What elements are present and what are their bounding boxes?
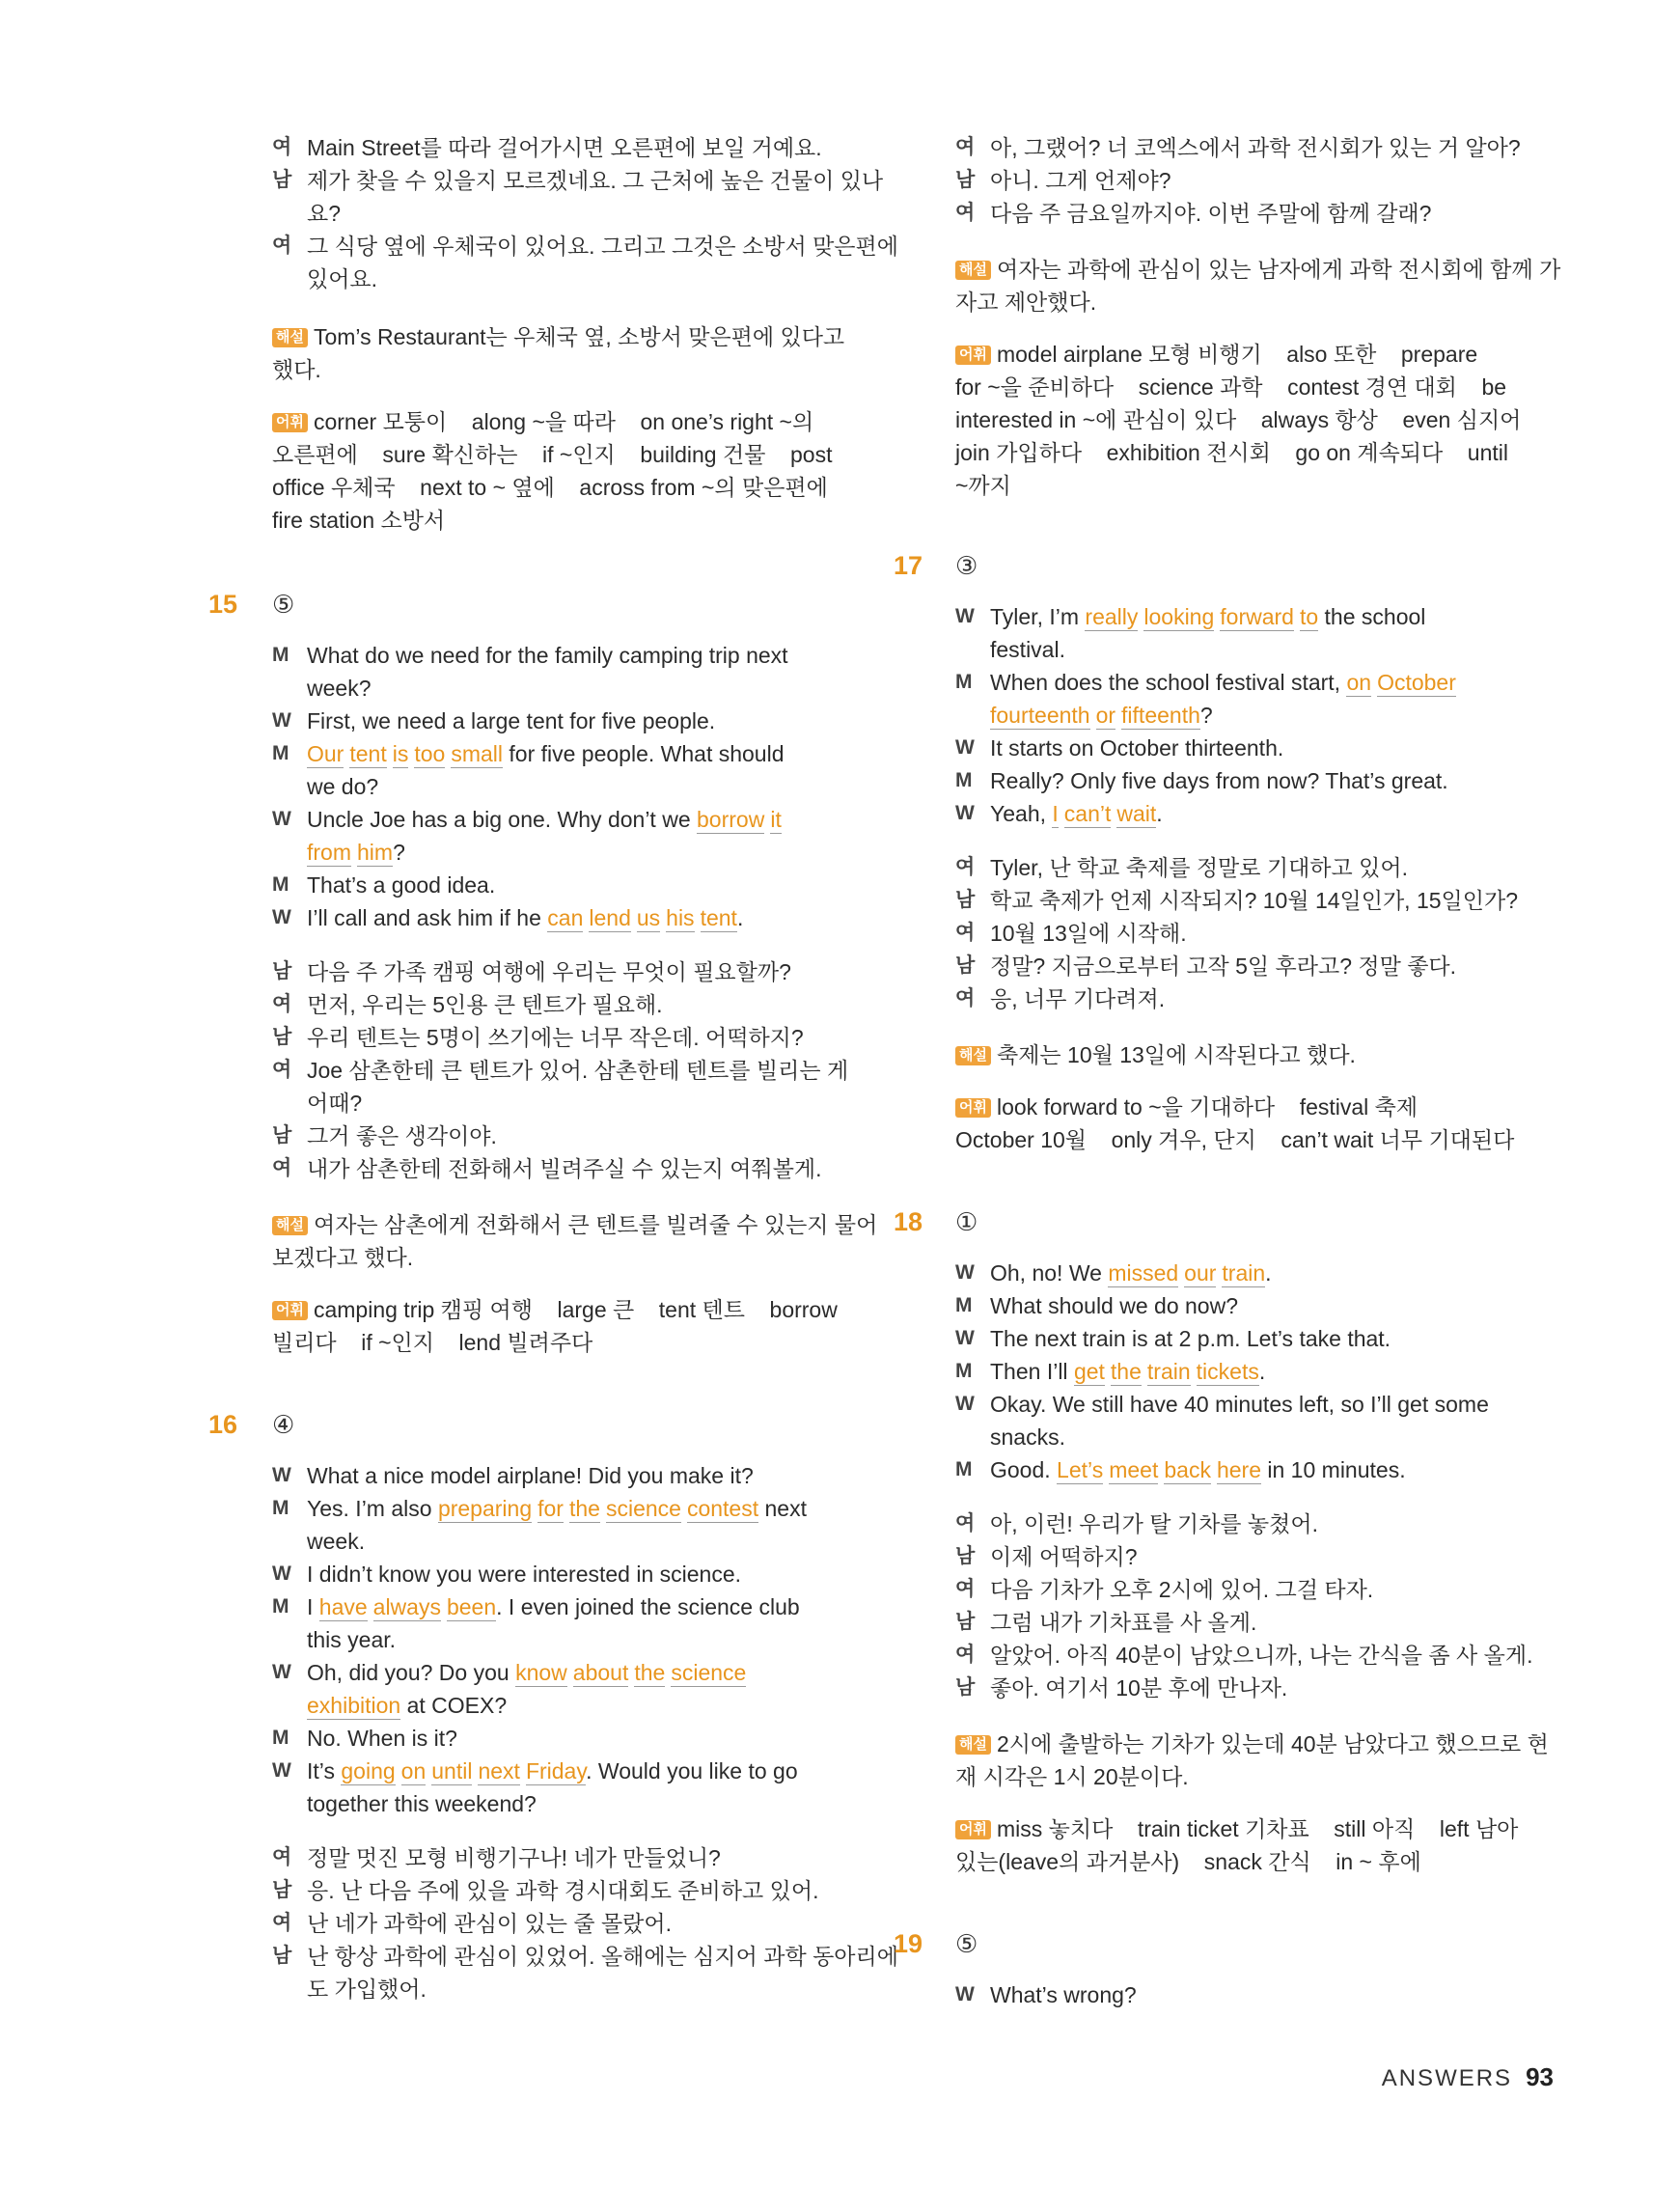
answer-choice: ③ [955, 551, 978, 580]
dialog-line: 여 먼저, 우리는 5인용 큰 텐트가 필요해. [272, 992, 663, 1017]
dialog-line: 도 가입했어. [307, 1977, 427, 2002]
page-number: 93 [1526, 2062, 1554, 2091]
dialog-line: together this weekend? [307, 1791, 537, 1816]
blank-answer: tickets [1196, 1359, 1259, 1384]
dialog-line: M What do we need for the family camping trip next [272, 643, 788, 668]
blank-answer: his [666, 905, 695, 930]
question-number: 19 [894, 1929, 923, 1958]
dialog-line: from him? [307, 840, 405, 865]
vocab-line: 어휘 corner 모퉁이 along ~을 따라 on one’s right ~의 [272, 405, 851, 438]
blank-answer: from [307, 840, 351, 865]
dialog-line: 남 정말? 지금으로부터 고작 5일 후라고? 정말 좋다. [955, 954, 1457, 979]
blank-answer: the [634, 1660, 666, 1685]
vocab-line: 빌리다 if ~인지 lend 빌려주다 [272, 1330, 593, 1355]
blank-answer: for [537, 1496, 564, 1521]
blank-answer: going [341, 1758, 396, 1783]
dialog-line: 남 난 항상 과학에 관심이 있었어. 올해에는 심지어 과학 동아리에 [272, 1944, 898, 1969]
dialog-line: 여 그 식당 옆에 우체국이 있어요. 그리고 그것은 소방서 맞은편에 [272, 234, 898, 259]
dialog-line: W The next train is at 2 p.m. Let’s take that. [955, 1326, 1391, 1351]
explanation-line: 해설 여자는 삼촌에게 전화해서 큰 텐트를 빌려줄 수 있는지 물어 [272, 1208, 851, 1241]
dialog-line: W It starts on October thirteenth. [955, 735, 1284, 760]
dialog-line: snacks. [990, 1424, 1065, 1450]
dialog-line: W Uncle Joe has a big one. Why don’t we borrow it [272, 807, 782, 832]
dialog-line: 여 응, 너무 기다려져. [955, 986, 1166, 1011]
dialog-line: 어때? [307, 1091, 363, 1116]
blank-answer: know [515, 1660, 567, 1685]
dialog-line: 여 Main Street를 따라 걸어가시면 오른편에 보일 거예요. [272, 135, 822, 160]
blank-answer: I [1052, 801, 1059, 826]
commentary-label: 해설 [955, 261, 991, 280]
dialog-line: 여 아, 이런! 우리가 탈 기차를 놓쳤어. [955, 1511, 1318, 1536]
blank-answer: small [451, 741, 503, 766]
blank-answer: really [1085, 604, 1139, 629]
blank-answer: get [1073, 1359, 1105, 1384]
answer-choice: ⑤ [955, 1929, 978, 1958]
dialog-line: 남 응. 난 다음 주에 있을 과학 경시대회도 준비하고 있어. [272, 1878, 819, 1903]
dialog-line: M Our tent is too small for five people. What should [272, 741, 785, 766]
vocab-line: 오른편에 sure 확신하는 if ~인지 building 건물 post [272, 442, 833, 467]
blank-answer: looking [1143, 604, 1215, 629]
question-number: 15 [208, 590, 238, 619]
dialog-line: festival. [990, 637, 1065, 662]
dialog-line: W It’s going on until next Friday. Would you like to go [272, 1758, 798, 1783]
section-label: ANSWERS [1381, 2065, 1513, 2091]
dialog-line: W I’ll call and ask him if he can lend us his tent. [272, 905, 744, 930]
dialog-line: W Oh, did you? Do you know about the science [272, 1660, 747, 1685]
dialog-line: 남 그거 좋은 생각이야. [272, 1123, 497, 1148]
blank-answer: preparing [437, 1496, 533, 1521]
explanation-line: 했다. [272, 357, 321, 382]
dialog-line: M I have always been. I even joined the science club [272, 1594, 800, 1619]
dialog-line: M Then I’ll get the train tickets. [955, 1359, 1266, 1384]
dialog-line: M That’s a good idea. [272, 872, 496, 898]
answer-choice: ① [955, 1207, 978, 1236]
blank-answer: wait [1116, 801, 1157, 826]
blank-answer: back [1164, 1457, 1211, 1482]
dialog-line: 여 난 네가 과학에 관심이 있는 줄 몰랐어. [272, 1911, 673, 1936]
explanation-line: 보겠다고 했다. [272, 1245, 414, 1270]
blank-answer: Friday [525, 1758, 587, 1783]
blank-answer: Let’s [1057, 1457, 1104, 1482]
dialog-line: 남 그럼 내가 기차표를 사 올게. [955, 1610, 1257, 1635]
blank-answer: here [1216, 1457, 1261, 1482]
vocab-line: office 우체국 next to ~ 옆에 across from ~의 맞은편에 [272, 475, 828, 500]
commentary-label: 해설 [955, 1735, 991, 1755]
vocab-label: 어휘 [272, 413, 308, 432]
dialog-line: W I didn’t know you were interested in science. [272, 1562, 742, 1587]
blank-answer: can’t [1063, 801, 1112, 826]
dialog-line: this year. [307, 1627, 397, 1652]
dialog-line: M Yes. I’m also preparing for the science contest next [272, 1496, 807, 1521]
blank-answer: next [478, 1758, 520, 1783]
blank-answer: exhibition [307, 1693, 401, 1718]
answer-choice: ④ [272, 1410, 295, 1439]
dialog-line: week? [307, 676, 372, 701]
vocab-line: for ~을 준비하다 science 과학 contest 경연 대회 be [955, 374, 1507, 400]
blank-answer: the [1110, 1359, 1142, 1384]
blank-answer: tent [700, 905, 737, 930]
blank-answer: forward [1220, 604, 1294, 629]
page-footer [1341, 2060, 1554, 2094]
dialog-line: W Yeah, I can’t wait. [955, 801, 1163, 826]
commentary-label: 해설 [955, 1046, 991, 1065]
blank-answer: have [318, 1594, 368, 1619]
dialog-line: 남 다음 주 가족 캠핑 여행에 우리는 무엇이 필요할까? [272, 959, 791, 984]
vocab-line: October 10월 only 겨우, 단지 can’t wait 너무 기대된다 [955, 1127, 1515, 1152]
question-number: 18 [894, 1207, 923, 1236]
question-number: 16 [208, 1410, 238, 1439]
vocab-line: interested in ~에 관심이 있다 always 항상 even 심지어 [955, 407, 1522, 432]
explanation-line: 해설 Tom’s Restaurant는 우체국 옆, 소방서 맞은편에 있다고 [272, 320, 851, 353]
dialog-line: W Oh, no! We missed our train. [955, 1260, 1272, 1286]
blank-answer: about [572, 1660, 629, 1685]
blank-answer: Our [307, 741, 344, 766]
blank-answer: lend [589, 905, 631, 930]
explanation-line: 해설 2시에 출발하는 기차가 있는데 40분 남았다고 했으므로 현 [955, 1728, 1544, 1760]
blank-answer: it [770, 807, 782, 832]
vocab-line: join 가입하다 exhibition 전시회 go on 계속되다 until [955, 440, 1508, 465]
blank-answer: science [605, 1496, 681, 1521]
explanation-line: 자고 제안했다. [955, 290, 1097, 315]
dialog-line: 남 제가 찾을 수 있을지 모르겠네요. 그 근처에 높은 건물이 있나 [272, 168, 884, 193]
dialog-line: 여 정말 멋진 모형 비행기구나! 네가 만들었니? [272, 1845, 721, 1870]
dialog-line: 여 알았어. 아직 40분이 남았으니까, 나는 간식을 좀 사 올게. [955, 1643, 1533, 1668]
blank-answer: our [1184, 1260, 1217, 1286]
dialog-line: W What’s wrong? [955, 1982, 1137, 2007]
vocab-label: 어휘 [955, 1820, 991, 1839]
dialog-line: 요? [307, 201, 342, 226]
blank-answer: him [357, 840, 394, 865]
blank-answer: fifteenth [1121, 703, 1200, 728]
blank-answer: borrow [697, 807, 765, 832]
commentary-label: 해설 [272, 1216, 308, 1235]
dialog-line: we do? [307, 774, 379, 799]
dialog-line: 남 좋아. 여기서 10분 후에 만나자. [955, 1675, 1288, 1700]
vocab-label: 어휘 [955, 1098, 991, 1118]
blank-answer: on [400, 1758, 427, 1783]
blank-answer: can [547, 905, 584, 930]
blank-answer: until [431, 1758, 473, 1783]
dialog-line: 여 내가 삼촌한테 전화해서 빌려주실 수 있는지 여쭤볼게. [272, 1156, 822, 1181]
dialog-line: M No. When is it? [272, 1726, 457, 1751]
question-number: 17 [894, 551, 923, 580]
dialog-line: 여 10월 13일에 시작해. [955, 921, 1187, 946]
dialog-line: M What should we do now? [955, 1293, 1238, 1318]
blank-answer: missed [1108, 1260, 1179, 1286]
vocab-line: 어휘 camping trip 캠핑 여행 large 큰 tent 텐트 borrow [272, 1293, 851, 1326]
vocab-label: 어휘 [955, 346, 991, 365]
blank-answer: the [568, 1496, 600, 1521]
explanation-line: 재 시각은 1시 20분이다. [955, 1764, 1189, 1789]
dialog-line: 남 우리 텐트는 5명이 쓰기에는 너무 작은데. 어떡하지? [272, 1025, 804, 1050]
blank-answer: train [1146, 1359, 1191, 1384]
vocab-label: 어휘 [272, 1301, 308, 1320]
dialog-line: M When does the school festival start, on October [955, 670, 1456, 695]
blank-answer: us [636, 905, 661, 930]
dialog-line: 여 Tyler, 난 학교 축제를 정말로 기대하고 있어. [955, 855, 1408, 880]
dialog-line: W Okay. We still have 40 minutes left, so I’ll get some [955, 1392, 1489, 1417]
vocab-line: fire station 소방서 [272, 508, 446, 533]
blank-answer: on [1346, 670, 1372, 695]
dialog-line: W What a nice model airplane! Did you make it? [272, 1463, 754, 1488]
vocab-line: ~까지 [955, 473, 1011, 498]
dialog-line: 여 Joe 삼촌한테 큰 텐트가 있어. 삼촌한테 텐트를 빌리는 게 [272, 1058, 849, 1083]
blank-answer: to [1299, 604, 1319, 629]
blank-answer: is [392, 741, 409, 766]
blank-answer: tent [349, 741, 387, 766]
vocab-line: 어휘 miss 놓치다 train ticket 기차표 still 아직 left 남아 [955, 1812, 1544, 1845]
blank-answer: or [1095, 703, 1116, 728]
blank-answer: October [1377, 670, 1456, 695]
dialog-line: week. [307, 1529, 366, 1554]
dialog-line: W First, we need a large tent for five people. [272, 708, 716, 733]
blank-answer: train [1222, 1260, 1266, 1286]
explanation-line: 해설 축제는 10월 13일에 시작된다고 했다. [955, 1038, 1544, 1071]
blank-answer: science [671, 1660, 747, 1685]
dialog-line: M Really? Only five days from now? That’s great. [955, 768, 1448, 793]
dialog-line: fourteenth or fifteenth? [990, 703, 1213, 728]
blank-answer: too [414, 741, 446, 766]
explanation-line: 해설 여자는 과학에 관심이 있는 남자에게 과학 전시회에 함께 가 [955, 253, 1544, 286]
blank-answer: always [372, 1594, 441, 1619]
dialog-line: 있어요. [307, 266, 378, 291]
blank-answer: fourteenth [990, 703, 1090, 728]
blank-answer: contest [686, 1496, 759, 1521]
vocab-line: 어휘 model airplane 모형 비행기 also 또한 prepare [955, 338, 1544, 371]
blank-answer: meet [1109, 1457, 1159, 1482]
dialog-line: 남 아니. 그게 언제야? [955, 168, 1171, 193]
dialog-line: 남 이제 어떡하지? [955, 1544, 1138, 1569]
dialog-line: 남 학교 축제가 언제 시작되지? 10월 14일인가, 15일인가? [955, 888, 1518, 913]
dialog-line: exhibition at COEX? [307, 1693, 508, 1718]
dialog-line: 여 다음 기차가 오후 2시에 있어. 그걸 타자. [955, 1577, 1374, 1602]
vocab-line: 어휘 look forward to ~을 기대하다 festival 축제 [955, 1091, 1544, 1123]
dialog-line: 여 다음 주 금요일까지야. 이번 주말에 함께 갈래? [955, 201, 1432, 226]
dialog-line: 여 아, 그랬어? 너 코엑스에서 과학 전시회가 있는 거 알아? [955, 135, 1521, 160]
dialog-line: W Tyler, I’m really looking forward to the school [955, 604, 1426, 629]
vocab-line: 있는(leave의 과거분사) snack 간식 in ~ 후에 [955, 1849, 1421, 1874]
answer-choice: ⑤ [272, 590, 295, 619]
blank-answer: been [446, 1594, 497, 1619]
dialog-line: M Good. Let’s meet back here in 10 minutes. [955, 1457, 1406, 1482]
commentary-label: 해설 [272, 328, 308, 347]
